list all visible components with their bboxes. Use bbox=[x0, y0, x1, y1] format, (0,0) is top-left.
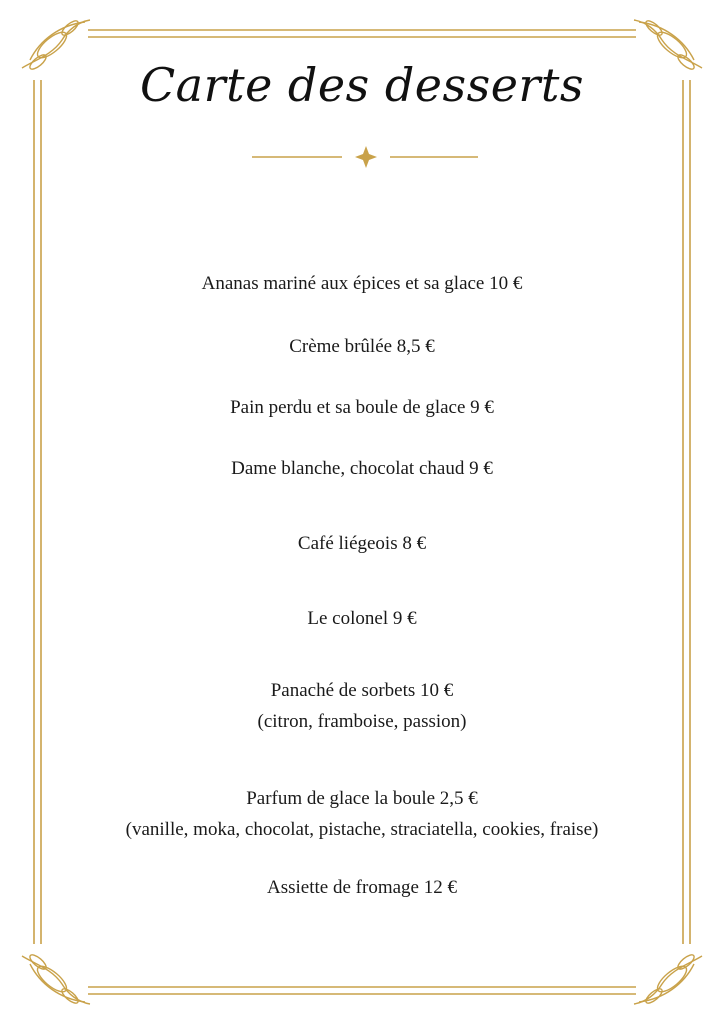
menu-item-note: (citron, framboise, passion) bbox=[257, 711, 467, 732]
menu-item-text: Assiette de fromage 12 € bbox=[267, 877, 457, 898]
menu-item bbox=[0, 783, 724, 845]
menu-item-text: Le colonel 9 € bbox=[307, 608, 417, 629]
corner-ornament-bottom-left-icon bbox=[22, 953, 90, 1006]
menu-item-text: Panaché de sorbets 10 € bbox=[270, 680, 454, 701]
menu-item-text: Crème brûlée 8,5 € bbox=[289, 336, 435, 357]
menu-item bbox=[0, 675, 724, 737]
menu-item bbox=[0, 268, 724, 299]
corner-ornament-bottom-right-icon bbox=[634, 953, 702, 1006]
menu-item bbox=[0, 392, 724, 423]
menu-item-text: Dame blanche, chocolat chaud 9 € bbox=[231, 458, 493, 479]
menu-item bbox=[0, 603, 724, 634]
menu-item-text: Pain perdu et sa boule de glace 9 € bbox=[230, 397, 494, 418]
menu-item bbox=[0, 528, 724, 559]
menu-item bbox=[0, 453, 724, 484]
menu-item-note: (vanille, moka, chocolat, pistache, straciatella, cookies, fraise) bbox=[125, 819, 599, 840]
menu-item bbox=[0, 331, 724, 362]
menu-item-text: Ananas mariné aux épices et sa glace 10 € bbox=[201, 273, 523, 294]
star-ornament-icon bbox=[355, 146, 377, 168]
menu-item-text: Parfum de glace la boule 2,5 € bbox=[246, 788, 478, 809]
menu-item-text: Café liégeois 8 € bbox=[297, 533, 427, 554]
menu-item bbox=[0, 872, 724, 903]
page-title: Carte des desserts bbox=[139, 58, 585, 112]
